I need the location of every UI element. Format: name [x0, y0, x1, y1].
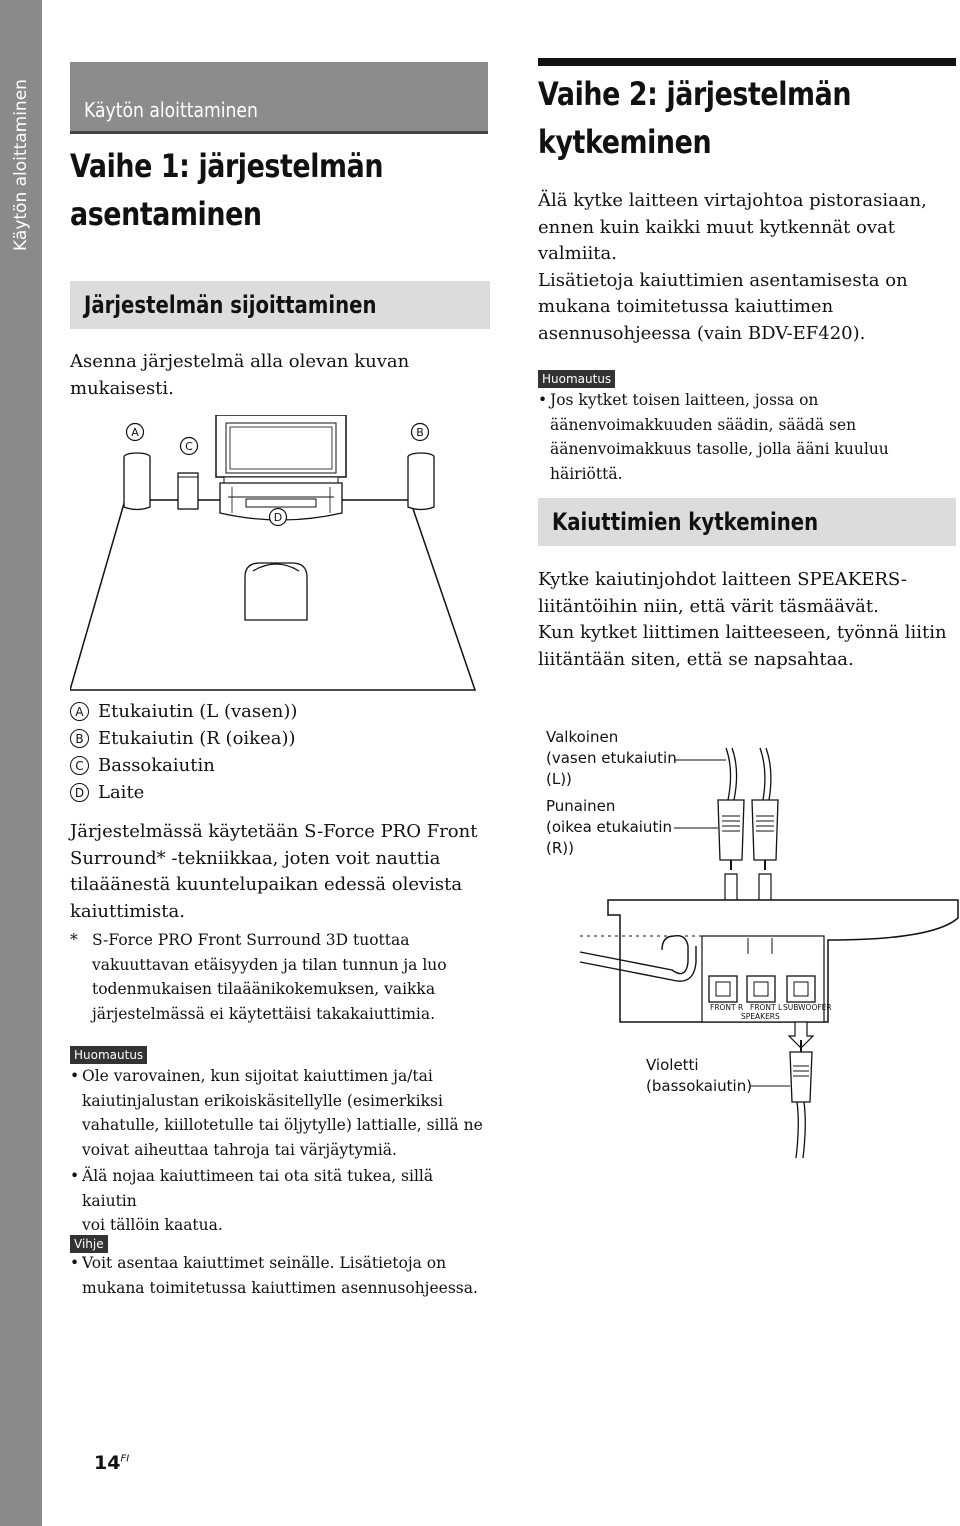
page-title-line1: Vaihe 1: järjestelmän	[70, 147, 384, 185]
port-label-front-r: FRONT R	[710, 1003, 744, 1012]
note-bullet: • Älä nojaa kaiuttimeen tai ota sitä tukea, sillä kaiutin voi tällöin kaatua.	[70, 1164, 490, 1238]
paragraph-line: Järjestelmässä käytetään S-Force PRO Front	[70, 821, 478, 842]
step2-intro	[538, 188, 956, 347]
note-line: Ole varovainen, kun sijoitat kaiuttimen ja/tai	[82, 1067, 433, 1085]
legend-marker: B	[70, 729, 89, 748]
sforce-paragraph	[70, 819, 490, 925]
legend-row-a	[70, 698, 297, 725]
white-plug	[718, 800, 744, 870]
tip-tag: Vihje	[70, 1235, 108, 1253]
step2-title-line2: kytkeminen	[538, 123, 712, 161]
placement-diagram	[70, 415, 490, 700]
note-bullets-left	[70, 1064, 490, 1238]
note-line: äänenvoimakkuus tasolle, jolla ääni kuuluu häiriöttä.	[550, 440, 889, 483]
marker-a-text: A	[131, 426, 139, 439]
paragraph-line: liitäntöihin niin, että värit täsmäävät.	[538, 595, 879, 617]
marker-c	[181, 438, 198, 455]
port-front-l	[747, 976, 775, 1002]
sidebar-label-text: Käytön aloittaminen	[11, 79, 32, 251]
front-right-speaker	[408, 453, 434, 510]
paragraph-line: Kytke kaiutinjohdot laitteen SPEAKERS-	[538, 569, 907, 590]
paragraph-line: liitäntään siten, että se napsahtaa.	[538, 648, 854, 670]
legend-text: Etukaiutin (L (vasen))	[98, 701, 298, 722]
page-number-suffix: FI	[120, 1453, 130, 1465]
speakers-paragraph	[538, 567, 956, 673]
port-front-r	[709, 976, 737, 1002]
page-title-step1	[70, 142, 383, 238]
section-label: Käytön aloittaminen	[84, 98, 258, 122]
intro-line: mukaisesti.	[70, 377, 174, 399]
page-title-line2: asentaminen	[70, 195, 262, 233]
violet-plug	[790, 1040, 812, 1158]
marker-d	[270, 509, 287, 526]
footnote-mark: *	[70, 931, 78, 949]
note-bullet: • Jos kytket toisen laitteen, jossa on äänenvoimakkuuden säädin, säädä sen äänenvoimakkuus tasolle, jolla ääni kuuluu häiriöttä.	[538, 388, 958, 486]
intro-line: Lisätietoja kaiuttimien asentamisesta on	[538, 269, 908, 291]
note-line: äänenvoimakkuuden säädin, säädä sen	[550, 415, 857, 434]
tip-box	[70, 1233, 108, 1253]
page-title-step2	[538, 70, 851, 166]
label-line: (L))	[546, 770, 572, 788]
legend-row-d	[70, 779, 297, 806]
footnote-line: todenmukaisen tilaäänikokemuksen, vaikka	[92, 980, 436, 998]
label-line: (oikea etukaiutin	[546, 818, 672, 836]
note-line: Jos kytket toisen laitteen, jossa on	[550, 391, 819, 409]
legend-text: Bassokaiutin	[98, 755, 215, 776]
note-tag: Huomautus	[538, 370, 615, 388]
page-number-value: 14	[94, 1452, 121, 1474]
port-subwoofer	[787, 976, 815, 1002]
label-line: Punainen	[546, 797, 616, 815]
intro-line: ennen kuin kaikki muut kytkennät ovat	[538, 216, 895, 238]
tv	[216, 415, 346, 483]
paragraph-line: tilaäänestä kuuntelupaikan edessä olevista	[70, 874, 463, 895]
footnote	[70, 928, 490, 1026]
marker-b-text: B	[416, 426, 424, 439]
port-label-front-l: FRONT L	[750, 1003, 783, 1012]
listening-chair	[245, 563, 307, 620]
legend-row-c	[70, 752, 297, 779]
tip-bullets	[70, 1251, 490, 1300]
intro-line: asennusohjeessa (vain BDV-EF420).	[538, 322, 866, 344]
note-bullets-right	[538, 388, 958, 486]
page-number	[94, 1452, 129, 1474]
note-line: Älä nojaa kaiuttimeen tai ota sitä tukea, sillä kaiutin	[82, 1167, 434, 1210]
footnote-line: järjestelmässä ei käytettäisi takakaiuttimia.	[92, 1004, 436, 1023]
marker-a	[127, 424, 144, 441]
paragraph-line: Kun kytket liittimen laitteeseen, työnnä liitin	[538, 622, 947, 643]
note-line: voivat aiheuttaa tahroja tai värjäytymiä.	[82, 1140, 397, 1159]
legend-text: Etukaiutin (R (oikea))	[98, 728, 296, 749]
note-line: vahatulle, kiillotetulle tai öljytylle) lattialle, sillä ne	[82, 1116, 483, 1134]
marker-c-text: C	[185, 440, 193, 453]
label-line: (R))	[546, 839, 574, 857]
note-box-right	[538, 368, 615, 388]
intro-text	[70, 349, 409, 402]
note-line: voi tällöin kaatua.	[82, 1216, 223, 1234]
legend-marker: D	[70, 783, 89, 802]
subheading-placement	[70, 281, 490, 329]
subwoofer	[178, 473, 198, 509]
paragraph-line: Surround* -tekniikkaa, joten voit nauttia	[70, 847, 441, 869]
intro-line: mukana toimitetussa kaiuttimen	[538, 296, 834, 317]
note-bullet: • Ole varovainen, kun sijoitat kaiuttimen ja/tai kaiutinjalustan erikoiskäsitellylle (esimerkiksi vahatulle, kiillotetulle tai öljytylle) lattialle, sillä ne voivat aiheuttaa tahroja tai värjäytymiä.	[70, 1064, 490, 1162]
subheading-speakers	[538, 498, 956, 546]
note-line: kaiutinjalustan erikoiskäsitellylle (esimerkiksi	[82, 1091, 443, 1110]
legend	[70, 698, 297, 806]
footnote-line: vakuuttavan etäisyyden ja tilan tunnun ja luo	[92, 955, 447, 974]
red-plug	[752, 800, 778, 870]
label-line: (vasen etukaiutin	[546, 749, 677, 767]
marker-d-text: D	[273, 511, 283, 524]
intro-line: Älä kytke laitteen virtajohtoa pistorasiaan,	[538, 190, 927, 211]
sidebar-label	[0, 0, 42, 330]
tip-line: mukana toimitetussa kaiuttimen asennusohjeessa.	[82, 1278, 478, 1297]
marker-b	[412, 424, 429, 441]
legend-row-b	[70, 725, 297, 752]
connection-diagram	[538, 740, 960, 1160]
label-line: Valkoinen	[546, 728, 619, 746]
legend-text: Laite	[98, 782, 145, 803]
note-box-left	[70, 1044, 147, 1064]
legend-marker: A	[70, 702, 89, 721]
label-line: Violetti	[646, 1056, 699, 1074]
label-line: (bassokaiutin)	[646, 1077, 753, 1095]
legend-marker: C	[70, 756, 89, 775]
subheading-placement-text: Järjestelmän sijoittaminen	[84, 291, 377, 319]
speakers-group-label: SPEAKERS	[741, 1012, 780, 1021]
intro-line: Asenna järjestelmä alla olevan kuvan	[70, 351, 410, 372]
right-top-rule	[538, 58, 956, 66]
tip-line: Voit asentaa kaiuttimet seinälle. Lisätietoja on	[82, 1254, 447, 1272]
tip-bullet: • Voit asentaa kaiuttimet seinälle. Lisätietoja on mukana toimitetussa kaiuttimen asennusohjeessa.	[70, 1251, 490, 1300]
note-tag: Huomautus	[70, 1046, 147, 1064]
footnote-line: S-Force PRO Front Surround 3D tuottaa	[92, 931, 410, 949]
paragraph-line: kaiuttimista.	[70, 900, 185, 922]
step2-title-line1: Vaihe 2: järjestelmän	[538, 75, 852, 113]
sidebar-tab	[0, 0, 42, 1526]
upper-cables	[726, 748, 771, 800]
port-label-subwoofer: SUBWOOFER	[783, 1003, 832, 1012]
front-left-speaker	[124, 453, 150, 510]
intro-line: valmiita.	[538, 243, 617, 264]
section-header	[70, 62, 488, 134]
subheading-speakers-text: Kaiuttimien kytkeminen	[552, 508, 819, 536]
